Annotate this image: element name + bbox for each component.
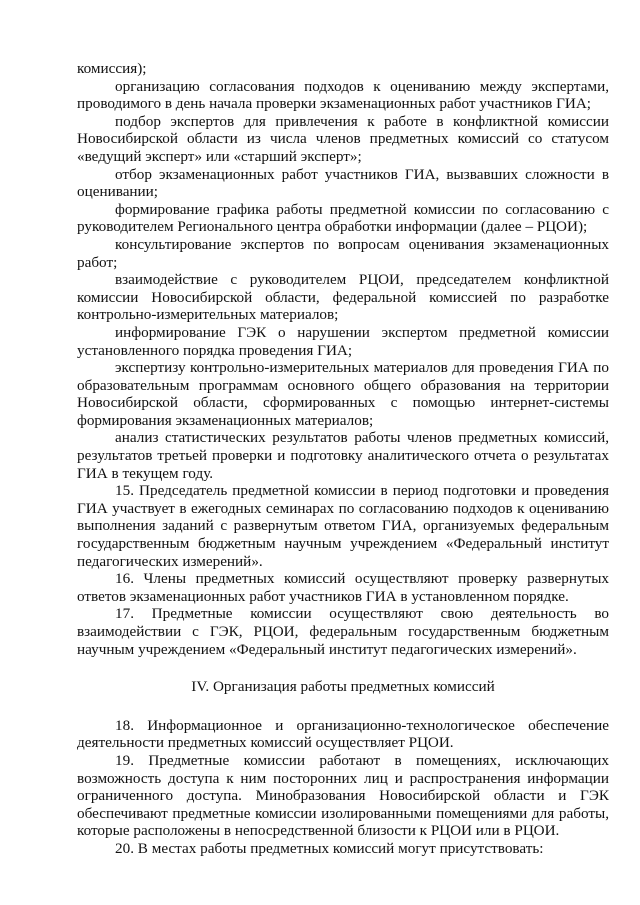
clause-20: 20. В местах работы предметных комиссий могут присутствовать: [115,839,544,857]
list-item-expertise: экспертизу контрольно-измерительных материалов для проведения ГИА по образовательным программам основного общего образования на территории Новосибирской области, сформированных с помощью интернет-системы формирования экзаменационных материалов; [77,359,609,429]
clause-17: 17. Предметные комиссии осуществляют свою деятельность во взаимодействии с ГЭК, РЦОИ, федеральным государственным бюджетным научным учреждением «Федеральный институт педагогических измерений». [77,605,609,658]
list-item-organization: организацию согласования подходов к оцениванию между экспертами, проводимого в день начала проверки экзаменационных работ участников ГИА; [77,77,609,113]
list-item-work-selection: отбор экзаменационных работ участников ГИА, вызвавших сложности в оценивании; [77,165,609,201]
list-item-expert-selection: подбор экспертов для привлечения к работе в конфликтной комиссии Новосибирской области из числа членов предметных комиссий со статусом «ведущий эксперт» или «старший эксперт»; [77,112,609,165]
clause-15: 15. Председатель предметной комиссии в период подготовки и проведения ГИА участвует в ежегодных семинарах по согласованию подходов к оцениванию выполнения заданий с развернутым ответом ГИА, организуемых федеральным государственным бюджетным научным учреждением «Федеральный институт педагогических измерений». [77,482,609,570]
clause-18: 18. Информационное и организационно-технологическое обеспечение деятельности предметных комиссий осуществляет РЦОИ. [77,716,609,752]
list-item-informing: информирование ГЭК о нарушении экспертом предметной комиссии установленного порядка проведения ГИА; [77,323,609,359]
list-item-schedule: формирование графика работы предметной комиссии по согласованию с руководителем Регионального центра обработки информации (далее – РЦОИ); [77,200,609,236]
document-body [77,60,609,858]
clause-16: 16. Члены предметных комиссий осуществляют проверку развернутых ответов экзаменационных работ участников ГИА в установленном порядке. [77,570,609,605]
paragraph-continuation: комиссия); [77,60,147,77]
list-item-interaction: взаимодействие с руководителем РЦОИ, председателем конфликтной комиссии Новосибирской области, федеральной комиссией по разработке контрольно-измерительных материалов; [77,271,609,324]
clause-19: 19. Предметные комиссии работают в помещениях, исключающих возможность доступа к ним посторонних лиц и распространения информации ограниченного доступа. Минобразования Новосибирской области и ГЭК обеспечивают предметные комиссии изолированными помещениями для работы, которые расположены в непосредственной близости к РЦОИ или в РЦОИ. [77,751,609,840]
list-item-analysis: анализ статистических результатов работы членов предметных комиссий, результатов третьей проверки и подготовку аналитического отчета о результатах ГИА в текущем году. [77,429,609,482]
section-heading: IV. Организация работы предметных комиссий [191,678,495,696]
list-item-consulting: консультирование экспертов по вопросам оценивания экзаменационных работ; [77,235,609,271]
